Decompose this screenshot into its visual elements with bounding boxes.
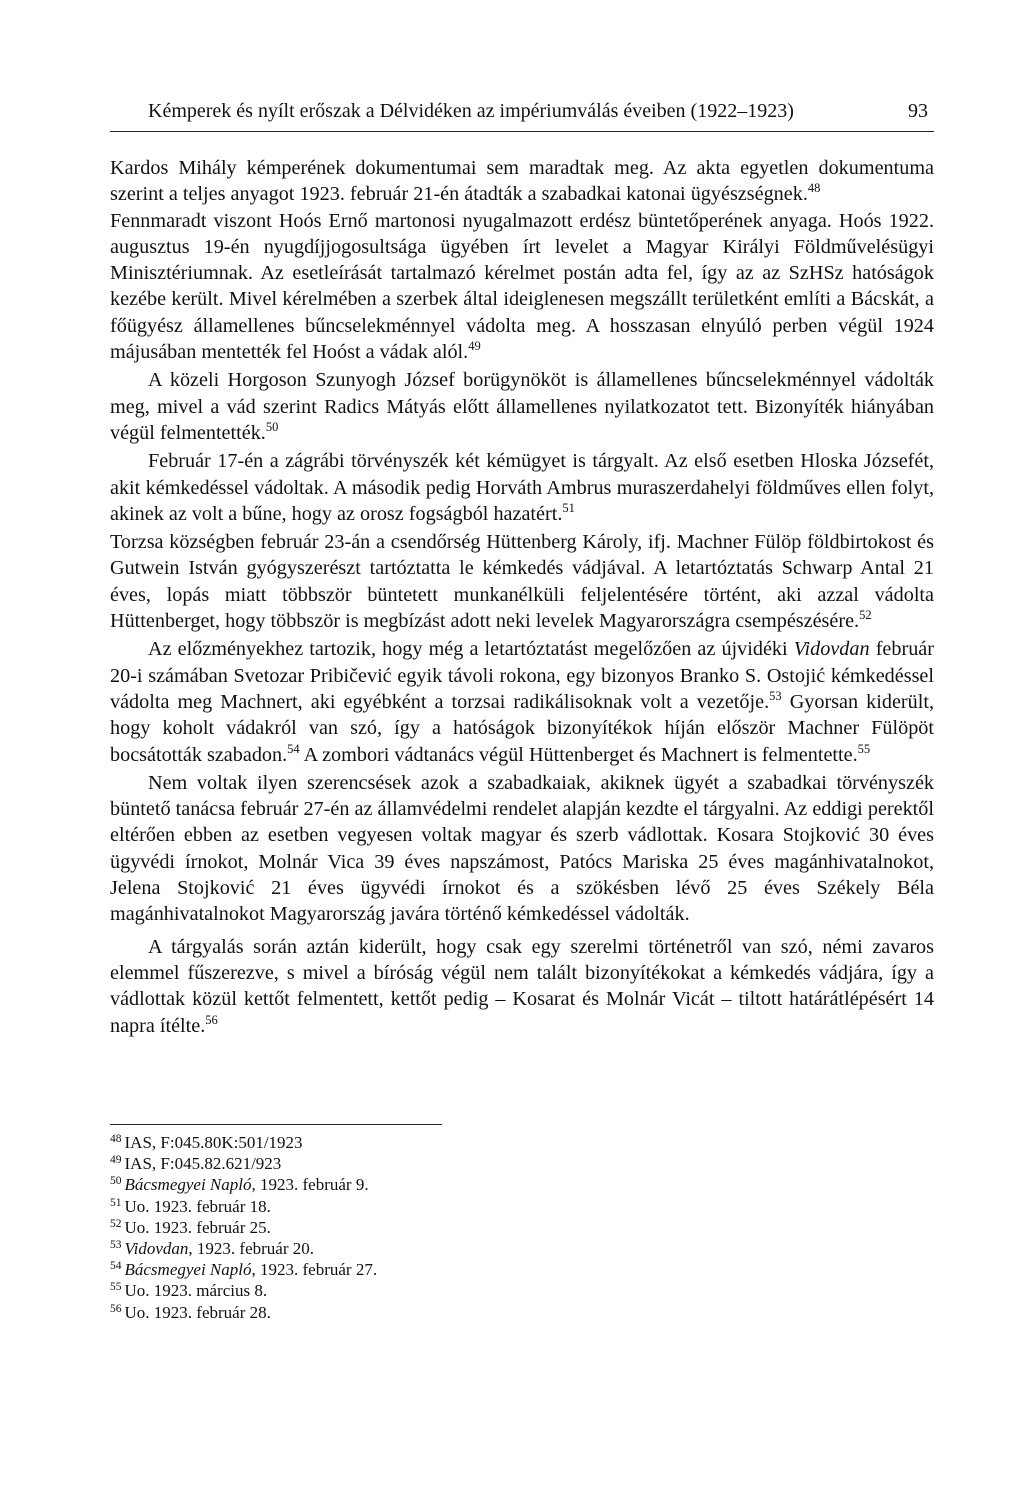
italic-title: Vidovdan <box>124 1239 189 1259</box>
footnote-ref: 56 <box>205 1012 218 1027</box>
italic-title: Bácsmegyei Napló <box>124 1260 252 1280</box>
text-run: A zombori vádtanács végül Hüttenberget és Machnert is felmentette. <box>299 743 858 766</box>
footnote-ref: 53 <box>769 688 782 703</box>
text-run: IAS, F:045.82.621/923 <box>124 1154 282 1174</box>
paragraph <box>110 770 934 928</box>
footnote <box>110 1302 710 1323</box>
text-run: A tárgyalás során aztán kiderült, hogy csak egy szerelmi történetről van szó, némi zavaros elemmel fűszerezve, s mivel a bíróság végül nem talált bizonyítékokat a kémkedés vádjára, így a vádlottak közül kettőt felmentett, kettőt pedig – Kosarat és Molnár Vicát – tiltott határátlépésért 14 napra ítélte. <box>110 935 934 1037</box>
footnote <box>110 1280 710 1301</box>
italic-title: Bácsmegyei Napló <box>124 1175 252 1195</box>
text-run: A közeli Horgoson Szunyogh József borügynököt is államellenes bűncselekménnyel vádolták meg, mivel a vád szerint Radics Mátyás előtt államellenes nyilatkozatot tett. Bizonyíték hiányában végül felmentették. <box>110 369 934 444</box>
italic-title: Vidovdan <box>793 638 870 661</box>
paragraph <box>110 367 934 446</box>
text-run: Kardos Mihály kémperének dokumentumai sem maradtak meg. Az akta egyetlen dokumentuma szerint a teljes anyagot 1923. február 21-én átadták a szabadkai katonai ügyészségnek. <box>110 157 934 206</box>
paragraph <box>110 934 934 1039</box>
footnote-rule <box>110 1124 442 1125</box>
text-run: Torzsa községben február 23-án a csendőrség Hüttenberg Károly, ifj. Machner Fülöp földbirtokost és Gutwein István gyógyszerészt tartóztatta le kémkedés vádjával. A letartóztatás Schwarp Antal 21 éves, lopás miatt többször büntetett munkanélküli feljelentésére történt, aki azzal vádolta Hüttenberget, hogy többször is megbízást adott neki levelek Magyarországra csempészésére. <box>110 531 934 633</box>
footnote-number: 49 <box>110 1154 122 1167</box>
footnote-ref: 50 <box>265 419 279 434</box>
paragraph <box>110 155 934 208</box>
footnote-ref: 55 <box>857 741 871 756</box>
paragraph <box>110 208 934 366</box>
footnote-number: 54 <box>110 1260 122 1273</box>
text-run: Uo. 1923. március 8. <box>124 1281 268 1301</box>
footnote-number: 50 <box>110 1175 122 1188</box>
footnote-number: 55 <box>110 1281 122 1294</box>
text-run: Uo. 1923. február 18. <box>124 1196 271 1216</box>
footnote-number: 56 <box>110 1302 122 1315</box>
body-text <box>110 155 934 1039</box>
footnote-ref: 54 <box>287 741 300 756</box>
footnote-number: 53 <box>110 1239 122 1252</box>
paragraph <box>110 448 934 527</box>
footnote-ref: 51 <box>562 500 575 515</box>
footnote-number: 51 <box>110 1196 122 1209</box>
paragraph <box>110 529 934 634</box>
page-number: 93 <box>908 100 928 122</box>
footnote <box>110 1153 710 1174</box>
text-run: Uo. 1923. február 28. <box>124 1302 271 1322</box>
text-run: Nem voltak ilyen szerencsések azok a szabadkaiak, akiknek ügyét a szabadkai törvényszék büntető tanácsa február 27-én az államvédelmi rendelet alapján kezdte el tárgyalni. Az eddigi perektől eltérően ebben az esetben vegyesen voltak magyar és szerb vádlottak. Kosara Stojković 30 éves ügyvédi írnokot, Molnár Vica 39 éves napszámost, Patócs Mariska 25 éves magánhivatalnokot, Jelena Stojković 21 éves ügyvédi írnokot és a szökésben lévő 25 éves Székely Béla magánhivatalnokot Magyarország javára történő kémkedéssel vádolták. <box>110 771 934 926</box>
footnote-number: 48 <box>110 1133 122 1145</box>
footnote-ref: 52 <box>859 608 872 623</box>
text-run: Február 17-én a zágrábi törvényszék két kémügyet is tárgyalt. Az első esetben Hloska Józsefét, akit kémkedéssel vádoltak. A második pedig Horváth Ambrus muraszerdahelyi földműves ellen folyt, akinek az volt a bűne, hogy az orosz fogságból hazatért. <box>110 450 934 525</box>
footnote-ref: 49 <box>468 339 481 354</box>
footnote <box>110 1196 710 1217</box>
footnote <box>110 1217 710 1238</box>
text-run: február 20-i számában Svetozar Pribičević egyik távoli rokona, egy bizonyos Branko S. Ostojić kémkedéssel vádolta meg Machnert, aki egyébként a torzsai radikálisoknak volt a vezetője. <box>110 638 934 713</box>
footnote <box>110 1259 710 1280</box>
text-run: , 1923. február 27. <box>251 1260 378 1280</box>
footnote <box>110 1238 710 1259</box>
running-title: Kémperek és nyílt erőszak a Délvidéken az impériumválás éveiben (1922–1923) <box>148 100 794 122</box>
footnotes <box>110 1132 710 1323</box>
footnote-ref: 48 <box>807 181 821 196</box>
text-run: Fennmaradt viszont Hoós Ernő martonosi nyugalmazott erdész büntetőperének anyaga. Hoós 1922. augusztus 19-én nyugdíjjogosultsága ügyében írt levelet a Magyar Királyi Földművelésügyi Minisztériumnak. Az esetleírását tartalmazó kérelmet postán adta fel, így az az SzHSz hatóságok kezébe került. Mivel kérelmében a szerbek által ideiglenesen megszállt területként említi a Bácskát, a főügyész államellenes bűncselekménnyel vádolta meg. A hosszasan elnyúló perben végül 1924 májusában mentették fel Hoóst a vádak alól. <box>110 209 934 364</box>
text-run: , 1923. február 9. <box>251 1175 369 1195</box>
text-run: IAS, F:045.80K:501/1923 <box>124 1133 303 1152</box>
paragraph <box>110 636 934 767</box>
text-run: Uo. 1923. február 25. <box>124 1217 271 1237</box>
footnote <box>110 1174 710 1195</box>
footnote-number: 52 <box>110 1217 122 1230</box>
header-rule <box>110 131 934 132</box>
footnote <box>110 1132 710 1153</box>
text-run: Gyorsan kiderült, hogy koholt vádakról van szó, így a hatóságok bizonyítékok híján először Machner Fülöpöt bocsátották szabadon. <box>110 690 934 766</box>
text-run: , 1923. február 20. <box>188 1239 314 1259</box>
text-run: Az előzményekhez tartozik, hogy még a letartóztatást megelőzően az újvidéki <box>148 638 794 661</box>
